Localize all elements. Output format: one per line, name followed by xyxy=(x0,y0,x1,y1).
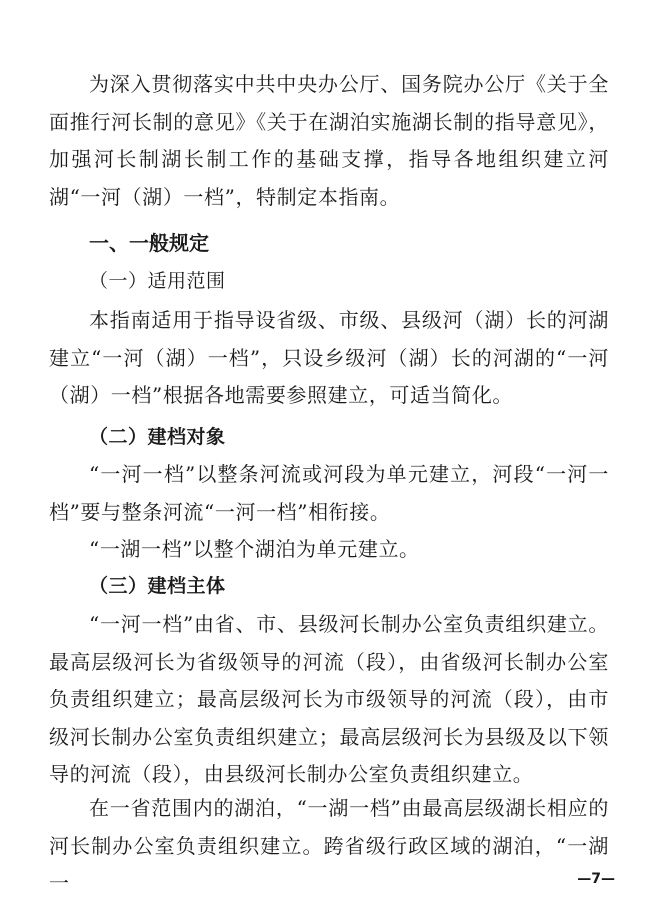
objects-paragraph-lake: “一湖一档”以整个湖泊为单元建立。 xyxy=(89,537,420,561)
objects-paragraph-river: “一河一档”以整条河流或河段为单元建立，河段“一河一档”要与整条河流“一河一档”相衔接。 xyxy=(49,462,609,524)
page-number: —7— xyxy=(577,871,615,887)
subjects-paragraph-lake: 在一省范围内的湖泊，“一湖一档”由最高层级湖长相应的河长制办公室负责组织建立。跨省级行政区域的湖泊，“一湖一 xyxy=(49,796,609,895)
scope-paragraph: 本指南适用于指导设省级、市级、县级河（湖）长的河湖建立“一河（湖）一档”，只设乡级河（湖）长的河湖的“一河（湖）一档”根据各地需要参照建立，可适当简化。 xyxy=(49,308,609,407)
intro-paragraph: 为深入贯彻落实中共中央办公厅、国务院办公厅《关于全面推行河长制的意见》《关于在湖泊实施湖长制的指导意见》，加强河长制湖长制工作的基础支撑，指导各地组织建立河湖“一河（湖）一档”，特制定本指南。 xyxy=(49,72,609,209)
subjects-paragraph-river: “一河一档”由省、市、县级河长制办公室负责组织建立。最高层级河长为省级领导的河流（段），由省级河长制办公室负责组织建立；最高层级河长为市级领导的河流（段），由市级河长制办公室负责组织建立；最高层级河长为县级及以下领导的河流（段），由县级河长制办公室负责组织建立。 xyxy=(49,612,609,786)
subsection-heading-scope: （一）适用范围 xyxy=(89,270,226,292)
subsection-heading-objects: （二）建档对象 xyxy=(89,426,226,448)
section-heading-general: 一、一般规定 xyxy=(89,231,209,255)
subsection-heading-subjects: （三）建档主体 xyxy=(89,575,226,597)
